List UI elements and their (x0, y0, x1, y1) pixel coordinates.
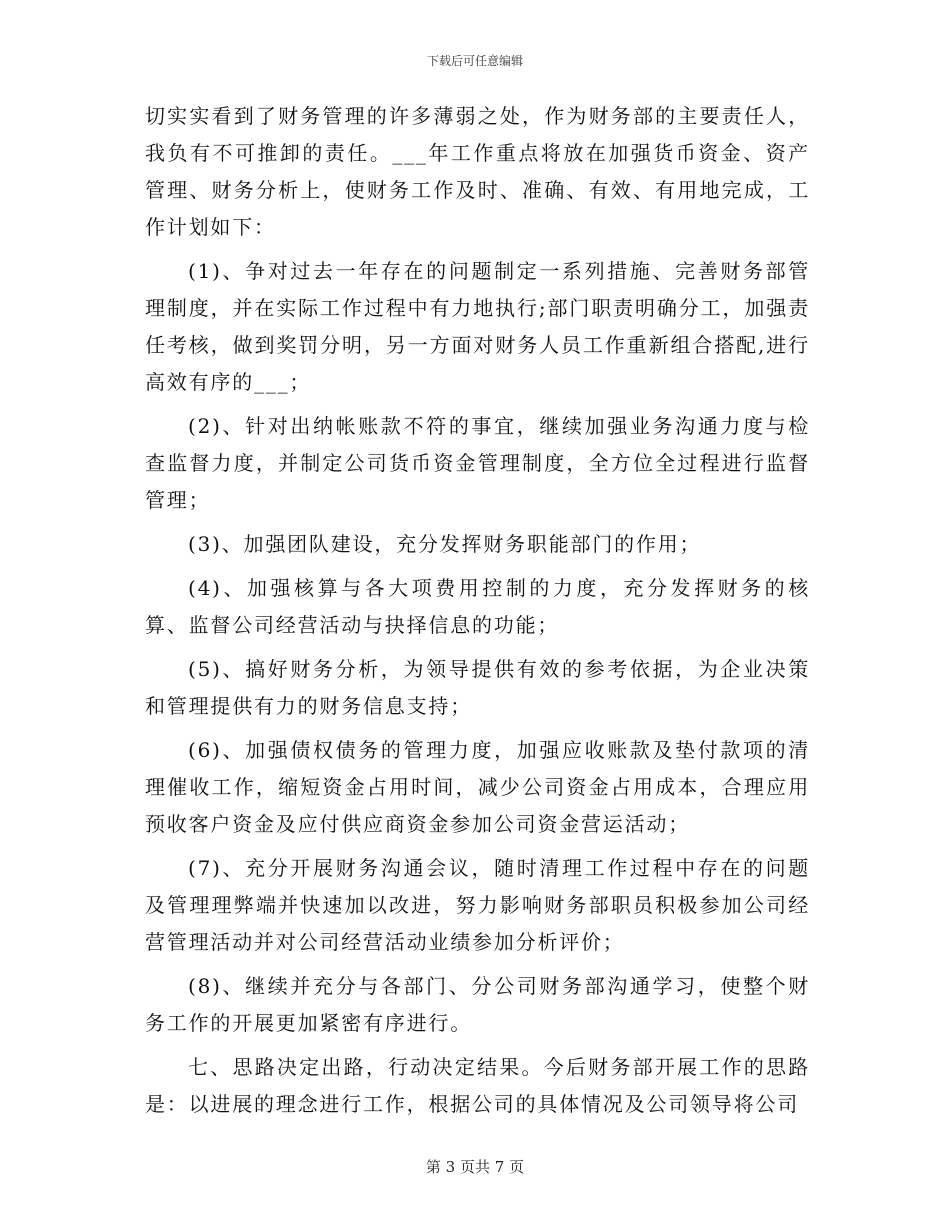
page-number: 第 3 页共 7 页 (425, 1158, 525, 1176)
page-header: 下载后可任意编辑 (426, 54, 523, 68)
paragraph: 切实实看到了财务管理的许多薄弱之处，作为财务部的主要责任人，我负有不可推卸的责任。___年工作重点将放在加强货币资金、资产管理、财务分析上，使财务工作及时、准确、有效、有用地完成，工作计划如下： (145, 104, 810, 239)
paragraph-item-6: (6)、加强债权债务的管理力度，加强应收账款及垫付款项的清理催收工作，缩短资金占用时间，减少公司资金占用成本，合理应用预收客户资金及应付供应商资金参加公司资金营运活动； (145, 738, 810, 836)
paragraph-item-7: (7)、充分开展财务沟通会议，随时清理工作过程中存在的问题及管理理弊端并快速加以改进，努力影响财务部职员积极参加公司经营管理活动并对公司经营活动业绩参加分析评价； (145, 856, 810, 954)
paragraph-item-8: (8)、继续并充分与各部门、分公司财务部沟通学习，使整个财务工作的开展更加紧密有序进行。 (145, 974, 810, 1035)
paragraph-item-5: (5)、搞好财务分析，为领导提供有效的参考依据，为企业决策和管理提供有力的财务信息支持； (145, 657, 810, 718)
document-body (145, 98, 810, 1130)
paragraph-item-4: (4)、加强核算与各大项费用控制的力度，充分发挥财务的核算、监督公司经营活动与抉择信息的功能； (145, 576, 810, 637)
paragraph-item-2: (2)、针对出纳帐账款不符的事宜，继续加强业务沟通力度与检查监督力度，并制定公司货币资金管理制度，全方位全过程进行监督管理； (145, 414, 810, 512)
paragraph-section-7: 七、思路决定出路，行动决定结果。今后财务部开展工作的思路是：以进展的理念进行工作，根据公司的具体情况及公司领导将公司 (145, 1055, 810, 1116)
paragraph-item-1: (1)、争对过去一年存在的问题制定一系列措施、完善财务部管理制度，并在实际工作过程中有力地执行;部门职责明确分工，加强责任考核，做到奖罚分明，另一方面对财务人员工作重新组合搭配,进行高效有序的___； (145, 259, 810, 394)
paragraph-item-3: (3)、加强团队建设，充分发挥财务职能部门的作用； (188, 532, 702, 556)
